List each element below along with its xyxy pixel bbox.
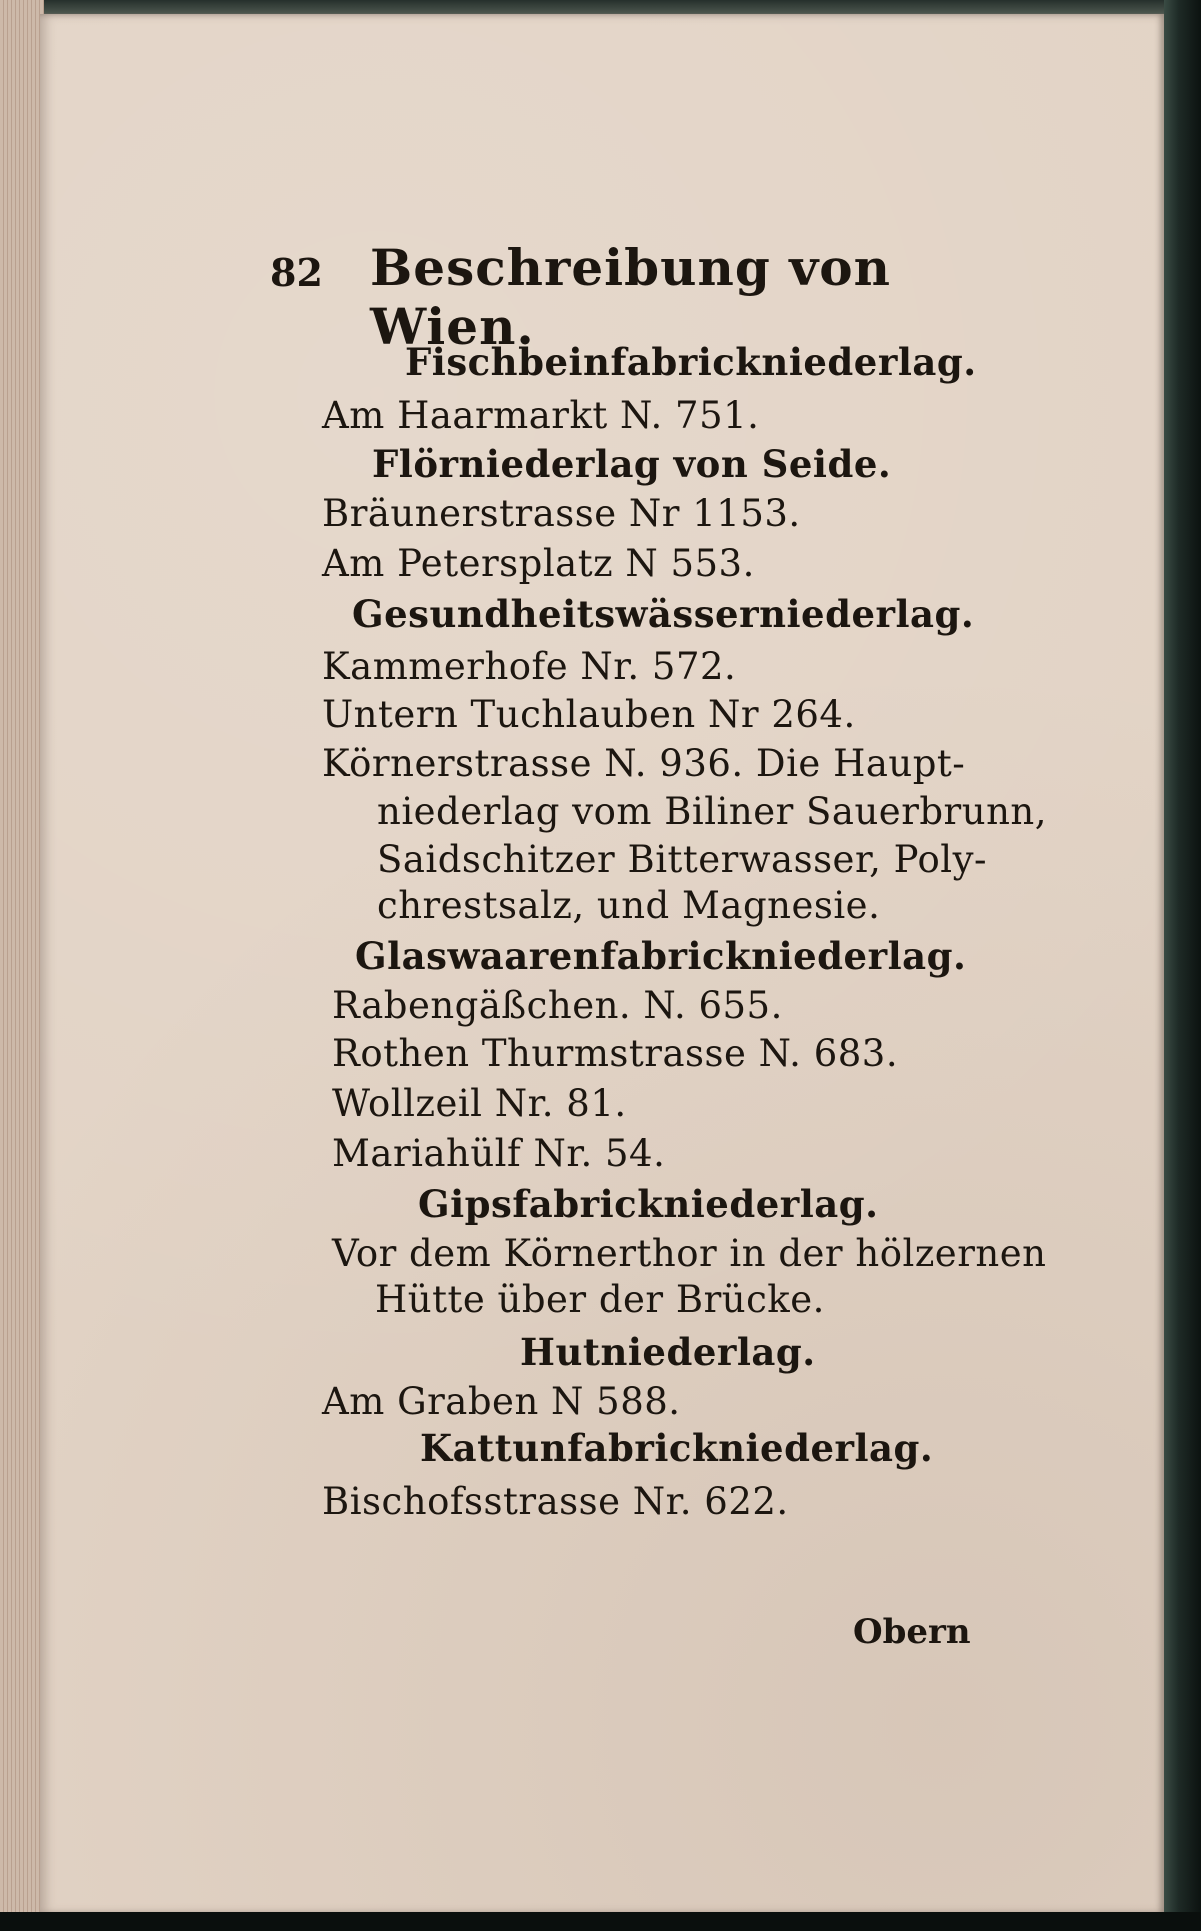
text-line: Gesundheitswässerniederlag. [352, 592, 975, 636]
binding-edge [1164, 0, 1201, 1931]
text-line: Saidschitzer Bitterwasser, Poly- [377, 838, 988, 881]
catchword: Obern [853, 1612, 971, 1652]
book-page-edges [0, 0, 44, 1931]
page-number: 82 [270, 250, 323, 295]
text-line: Vor dem Körnerthor in der hölzernen [332, 1232, 1047, 1275]
text-line: Körnerstrasse N. 936. Die Haupt- [322, 742, 966, 785]
text-line: chrestsalz, und Magnesie. [377, 884, 881, 927]
text-line: Wollzeil Nr. 81. [332, 1082, 627, 1125]
text-line: Rabengäßchen. N. 655. [332, 984, 783, 1027]
text-line: Am Graben N 588. [322, 1380, 681, 1423]
page-header [270, 230, 1030, 356]
text-line: Fischbeinfabrickniederlag. [405, 340, 977, 384]
text-line: Gipsfabrickniederlag. [418, 1182, 879, 1226]
text-line: Rothen Thurmstrasse N. 683. [332, 1032, 899, 1075]
text-line: Glaswaarenfabrickniederlag. [355, 934, 967, 978]
text-line: Am Haarmarkt N. 751. [322, 394, 760, 437]
text-line: Bräunerstrasse Nr 1153. [322, 492, 801, 535]
text-line: niederlag vom Biliner Sauerbrunn, [377, 790, 1047, 833]
text-line: Am Petersplatz N 553. [322, 542, 755, 585]
text-line: Kattunfabrickniederlag. [420, 1426, 934, 1470]
text-line: Untern Tuchlauben Nr 264. [322, 693, 856, 736]
running-title: Beschreibung von Wien. [370, 238, 891, 356]
text-line: Flörniederlag von Seide. [372, 442, 892, 486]
text-line: Hütte über der Brücke. [375, 1278, 825, 1321]
text-line: Hutniederlag. [520, 1330, 816, 1374]
text-line: Mariahülf Nr. 54. [332, 1132, 666, 1175]
text-line: Kammerhofe Nr. 572. [322, 645, 737, 688]
bottom-strip [0, 1912, 1201, 1931]
text-line: Bischofsstrasse Nr. 622. [322, 1480, 789, 1523]
